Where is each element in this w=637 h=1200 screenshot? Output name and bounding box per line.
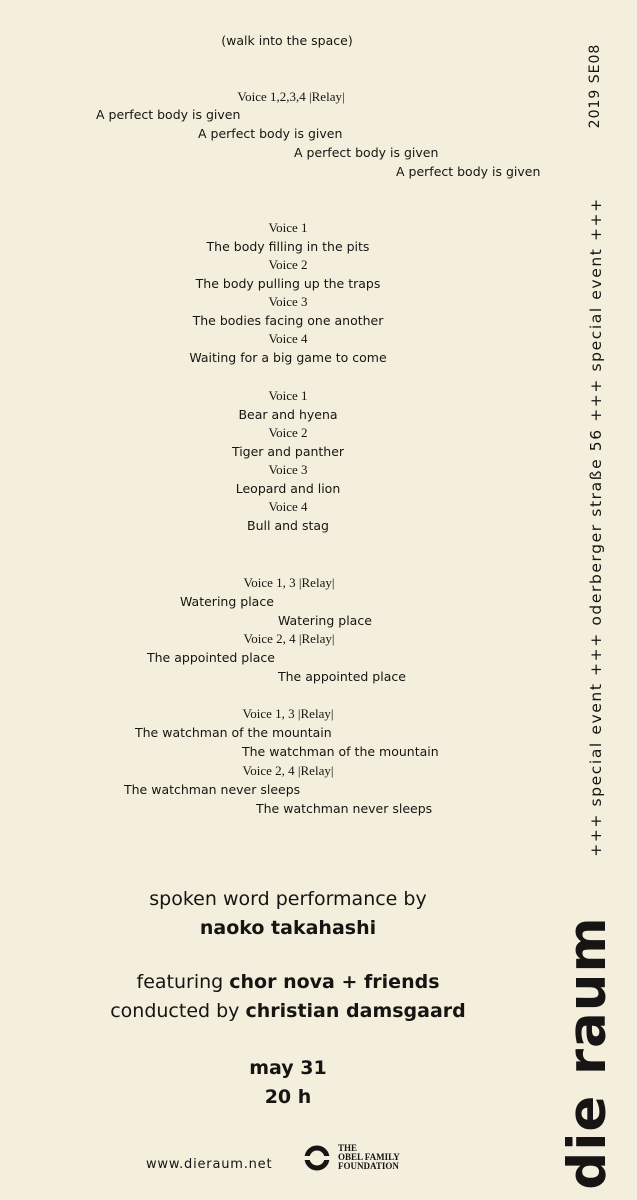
voice-heading: Voice 1 xyxy=(268,388,308,403)
voice-heading: Voice 3 xyxy=(268,294,308,309)
voice-heading: Voice 2, 4 |Relay| xyxy=(243,631,335,646)
relay-line: The watchman never sleeps xyxy=(256,801,433,816)
verse-line: The bodies facing one another xyxy=(192,313,384,328)
verse-line: Bull and stag xyxy=(247,518,329,533)
relay-line: The appointed place xyxy=(278,669,406,684)
relay-line: The watchman of the mountain xyxy=(135,725,332,740)
verse-line: Bear and hyena xyxy=(238,407,338,422)
series-label: 2019 SE08 xyxy=(587,43,603,129)
performance-label: spoken word performance by xyxy=(149,888,427,910)
verse-line: The body pulling up the traps xyxy=(195,276,381,291)
relay-line: Watering place xyxy=(180,594,274,609)
website-link[interactable]: www.dieraum.net xyxy=(146,1157,273,1172)
voice-heading: Voice 1 xyxy=(268,220,308,235)
relay-line: The watchman never sleeps xyxy=(124,782,301,797)
relay-line: A perfect body is given xyxy=(96,107,241,122)
voice-heading: Voice 2 xyxy=(268,257,308,272)
event-banner: +++ special event +++ oderberger straße 56 +++ special event +++ xyxy=(587,197,605,857)
voice-heading: Voice 2, 4 |Relay| xyxy=(242,763,334,778)
relay-line: The watchman of the mountain xyxy=(242,744,439,759)
obel-foundation-logo-icon xyxy=(304,1145,330,1171)
voice-heading: Voice 1, 3 |Relay| xyxy=(242,706,334,721)
sponsor-name: THE OBEL FAMILY FOUNDATION xyxy=(338,1143,400,1171)
relay-line: A perfect body is given xyxy=(396,164,541,179)
relay-line: A perfect body is given xyxy=(198,126,343,141)
verse-line: Waiting for a big game to come xyxy=(189,350,387,365)
event-time: 20 h xyxy=(264,1086,312,1108)
intro-text: (walk into the space) xyxy=(221,33,353,48)
relay-line: The appointed place xyxy=(147,650,275,665)
voice-heading: Voice 4 xyxy=(268,331,308,346)
voice-heading: Voice 4 xyxy=(268,499,308,514)
voice-heading: Voice 2 xyxy=(268,425,308,440)
performer-name: naoko takahashi xyxy=(199,917,377,939)
relay-line: Watering place xyxy=(278,613,372,628)
verse-line: The body filling in the pits xyxy=(206,239,370,254)
verse-line: Leopard and lion xyxy=(235,481,341,496)
voice-heading: Voice 3 xyxy=(268,462,308,477)
brand-logo: die raum xyxy=(557,916,618,1190)
conducted-line: conducted by christian damsgaard xyxy=(110,1000,466,1022)
verse-line: Tiger and panther xyxy=(231,444,345,459)
featuring-line: featuring chor nova + friends xyxy=(136,971,440,993)
event-date: may 31 xyxy=(249,1057,327,1079)
relay-line: A perfect body is given xyxy=(294,145,439,160)
voice-heading: Voice 1, 3 |Relay| xyxy=(243,575,335,590)
voice-heading: Voice 1,2,3,4 |Relay| xyxy=(237,89,345,104)
